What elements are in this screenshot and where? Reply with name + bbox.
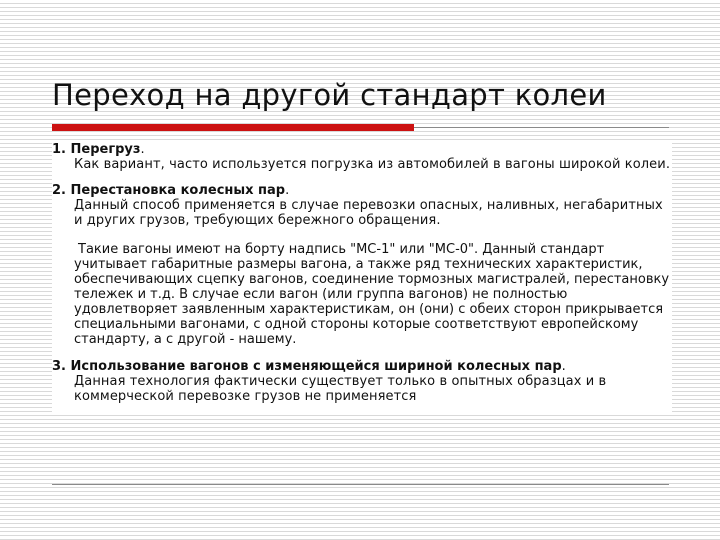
item-heading (52, 359, 672, 374)
item-number: 1. (52, 142, 66, 157)
list-item-3 (52, 359, 672, 404)
item-heading-text: Перестановка колесных пар (70, 183, 286, 198)
item-body: Данный способ применяется в случае перевозки опасных, наливных, негабаритных и других грузов, требующих бережного обращения. (74, 198, 663, 228)
item-body: Данная технология фактически существует только в опытных образцах и в коммерческой перевозке грузов не применяется (74, 374, 607, 404)
slide-content (52, 142, 672, 415)
item-heading (52, 183, 672, 198)
item-heading-suffix: . (140, 142, 145, 157)
item-body: Как вариант, часто используется погрузка из автомобилей в вагоны широкой колеи. (74, 157, 671, 172)
list-item-2 (52, 183, 672, 228)
footer-rule (52, 484, 669, 485)
item-number: 3. (52, 359, 66, 374)
title-accent-bar (52, 124, 414, 131)
list-item-1 (52, 142, 672, 172)
item-heading-text: Перегруз (70, 142, 141, 157)
item-heading-suffix: . (285, 183, 290, 198)
item-heading-text: Использование вагонов с изменяющейся шириной колесных пар (70, 359, 562, 374)
item-number: 2. (52, 183, 66, 198)
item-heading (52, 142, 672, 157)
explanation-paragraph: Такие вагоны имеют на борту надпись "МС-1" или "МС-0". Данный стандарт учитывает габаритные размеры вагона, а также ряд технических характеристик, обеспечивающих сцепку вагонов, соединение тормозных магистралей, перестановку тележек и т.д. В случае если вагон (или группа вагонов) не полностью удовлетворяет заявленным характеристикам, он (они) с обеих сторон прикрывается специальными вагонами, с одной стороны которые соответствуют европейскому стандарту, а с другой - нашему. (74, 242, 670, 347)
item-heading-suffix: . (561, 359, 566, 374)
slide-title: Переход на другой стандарт колеи (52, 78, 607, 112)
